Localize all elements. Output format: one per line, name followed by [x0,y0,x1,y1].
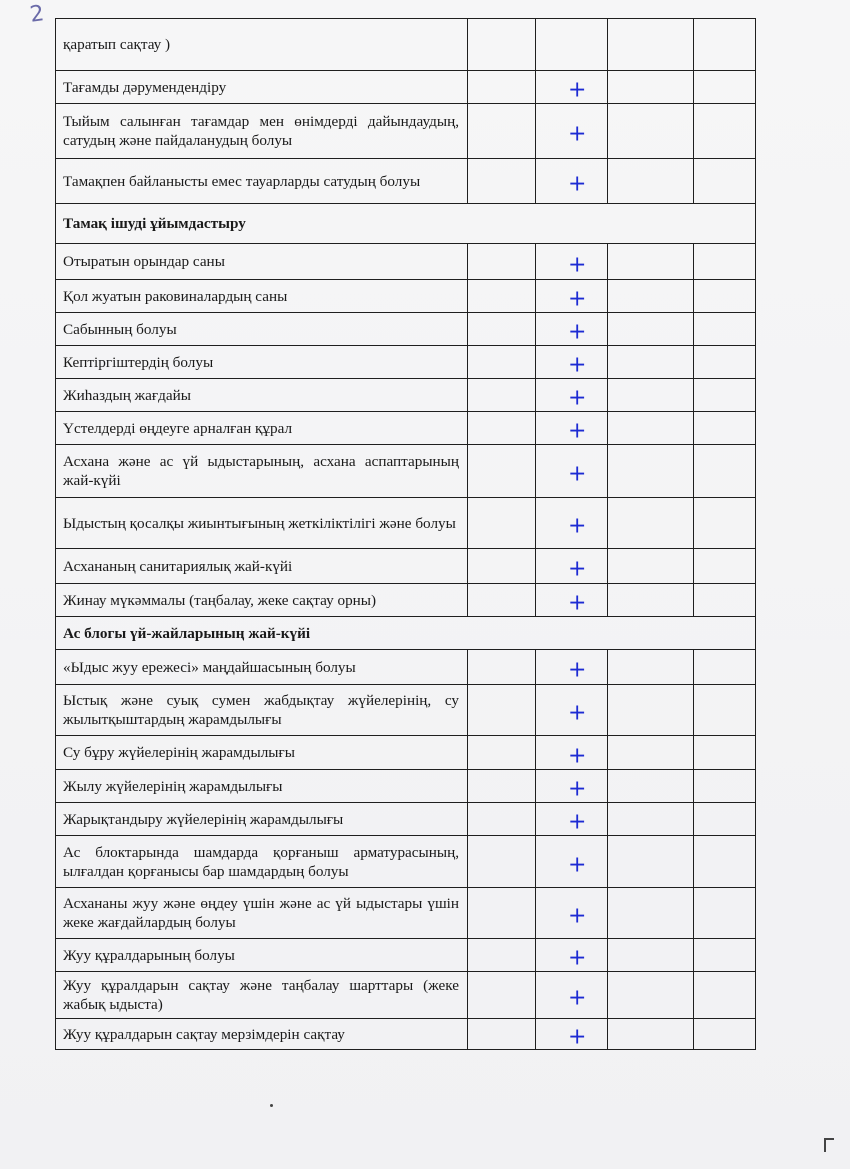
criterion-label: Ас блоктарында шамдарда қорғаныш арматурасының, ылғалдан қорғанысы бар шамдардың болуы [56,836,468,888]
mark-cell-compliant [536,888,608,939]
mark-cell [468,736,536,770]
mark-cell-compliant [536,1019,608,1050]
mark-cell [608,770,694,803]
mark-cell [694,19,756,71]
criterion-label: Асхананы жуу және өңдеу үшін және ас үй ыдыстары үшін жеке жағдайлардың болуы [56,888,468,939]
mark-cell [468,280,536,313]
criterion-label: Сабынның болуы [56,313,468,346]
mark-cell [468,244,536,280]
mark-cell [608,71,694,104]
criterion-label: Жуу құралдарын сақтау және таңбалау шарттары (жеке жабық ыдыста) [56,972,468,1019]
mark-cell [608,498,694,549]
handwritten-check-mark: + [568,319,587,345]
handwritten-check-mark: + [568,809,587,835]
table-row [56,736,756,770]
table-row [56,498,756,549]
table-row [56,584,756,617]
mark-cell [694,939,756,972]
checklist-table [55,18,756,1050]
mark-cell-compliant [536,412,608,445]
mark-cell [694,584,756,617]
criterion-label: Тыйым салынған тағамдар мен өнімдерді дайындаудың, сатудың және пайдаланудың болуы [56,104,468,159]
mark-cell [468,584,536,617]
criterion-label: Ыстық және суық сумен жабдықтау жүйелерінің, су жылытқыштардың жарамдылығы [56,685,468,736]
corner-fold-mark [824,1138,834,1152]
table-row [56,685,756,736]
mark-cell [608,836,694,888]
handwritten-check-mark: + [568,743,587,769]
mark-cell [468,685,536,736]
mark-cell [608,650,694,685]
mark-cell [694,803,756,836]
mark-cell [468,770,536,803]
mark-cell-compliant [536,803,608,836]
section-title: Ас блогы үй-жайларының жай-күйі [56,617,756,650]
mark-cell [694,972,756,1019]
mark-cell [608,280,694,313]
mark-cell [468,803,536,836]
mark-cell [694,104,756,159]
mark-cell [694,159,756,204]
mark-cell [468,445,536,498]
criterion-label: Тағамды дәрумендендіру [56,71,468,104]
criterion-label: Отыратын орындар саны [56,244,468,280]
mark-cell [694,650,756,685]
criterion-label: Қол жуатын раковиналардың саны [56,280,468,313]
mark-cell [608,685,694,736]
mark-cell [694,379,756,412]
mark-cell-compliant [536,549,608,584]
handwritten-check-mark: + [568,461,587,487]
mark-cell [468,379,536,412]
section-row [56,617,756,650]
table-row [56,104,756,159]
table-row [56,836,756,888]
mark-cell [694,685,756,736]
mark-cell [468,836,536,888]
mark-cell [694,71,756,104]
mark-cell [694,412,756,445]
handwritten-check-mark: + [568,590,587,616]
mark-cell [608,379,694,412]
table-row [56,379,756,412]
mark-cell [468,650,536,685]
mark-cell [694,244,756,280]
handwritten-check-mark: + [568,385,587,411]
mark-cell [468,159,536,204]
mark-cell [608,19,694,71]
mark-cell [608,803,694,836]
mark-cell [468,888,536,939]
table-row [56,888,756,939]
section-row [56,204,756,244]
mark-cell [694,836,756,888]
mark-cell [608,1019,694,1050]
mark-cell-compliant [536,836,608,888]
mark-cell [468,104,536,159]
mark-cell [608,244,694,280]
handwritten-check-mark: + [568,1024,587,1050]
handwritten-check-mark: + [568,352,587,378]
mark-cell-compliant [536,972,608,1019]
handwritten-check-mark: + [568,121,587,147]
mark-cell [608,313,694,346]
criterion-label: Үстелдерді өңдеуге арналған құрал [56,412,468,445]
mark-cell [694,346,756,379]
mark-cell [468,346,536,379]
table-row [56,972,756,1019]
mark-cell-compliant [536,498,608,549]
mark-cell [468,412,536,445]
mark-cell [468,549,536,584]
mark-cell [694,770,756,803]
handwritten-check-mark: + [568,77,587,103]
mark-cell [608,549,694,584]
table-row [56,244,756,280]
mark-cell-compliant [536,313,608,346]
mark-cell [694,888,756,939]
criterion-label: Жуу құралдарын сақтау мерзімдерін сақтау [56,1019,468,1050]
criterion-label: Жинау мүкәммалы (таңбалау, жеке сақтау орны) [56,584,468,617]
criterion-label: қаратып сақтау ) [56,19,468,71]
handwritten-check-mark: + [568,657,587,683]
mark-cell-compliant [536,19,608,71]
mark-cell [694,313,756,346]
table-row [56,939,756,972]
mark-cell [468,19,536,71]
table-row [56,770,756,803]
mark-cell [468,71,536,104]
handwritten-check-mark: + [568,418,587,444]
section-title: Тамақ ішуді ұйымдастыру [56,204,756,244]
table-row [56,71,756,104]
mark-cell-compliant [536,280,608,313]
mark-cell-compliant [536,159,608,204]
handwritten-page-number: 2 [28,1,46,28]
mark-cell [608,445,694,498]
table-row [56,1019,756,1050]
handwritten-check-mark: + [568,252,587,278]
mark-cell [608,346,694,379]
mark-cell-compliant [536,71,608,104]
mark-cell [608,412,694,445]
table-row [56,445,756,498]
mark-cell [608,104,694,159]
mark-cell [694,445,756,498]
criterion-label: Су бұру жүйелерінің жарамдылығы [56,736,468,770]
mark-cell [608,888,694,939]
mark-cell-compliant [536,685,608,736]
stray-dot [270,1104,273,1107]
criterion-label: Тамақпен байланысты емес тауарларды сатудың болуы [56,159,468,204]
criterion-label: Жиһаздың жағдайы [56,379,468,412]
mark-cell-compliant [536,244,608,280]
mark-cell [468,939,536,972]
mark-cell-compliant [536,650,608,685]
handwritten-check-mark: + [568,171,587,197]
handwritten-check-mark: + [568,513,587,539]
mark-cell-compliant [536,346,608,379]
table-row [56,412,756,445]
mark-cell-compliant [536,939,608,972]
table-row [56,313,756,346]
mark-cell [694,549,756,584]
mark-cell [608,939,694,972]
handwritten-check-mark: + [568,700,587,726]
mark-cell-compliant [536,104,608,159]
criterion-label: Асхананың санитариялық жай-күйі [56,549,468,584]
mark-cell [468,1019,536,1050]
handwritten-check-mark: + [568,556,587,582]
handwritten-check-mark: + [568,985,587,1011]
criterion-label: Асхана және ас үй ыдыстарының, асхана аспаптарының жай-күйі [56,445,468,498]
table-row [56,650,756,685]
mark-cell [468,972,536,1019]
criterion-label: Ыдыстың қосалқы жиынтығының жеткіліктілігі және болуы [56,498,468,549]
criterion-label: Кептіргіштердің болуы [56,346,468,379]
criterion-label: Жуу құралдарының болуы [56,939,468,972]
mark-cell [608,736,694,770]
mark-cell [468,313,536,346]
table-row [56,549,756,584]
mark-cell [608,972,694,1019]
mark-cell [694,736,756,770]
criterion-label: Жылу жүйелерінің жарамдылығы [56,770,468,803]
mark-cell-compliant [536,584,608,617]
table-row [56,803,756,836]
criterion-label: Жарықтандыру жүйелерінің жарамдылығы [56,803,468,836]
mark-cell-compliant [536,770,608,803]
mark-cell-compliant [536,445,608,498]
mark-cell-compliant [536,736,608,770]
mark-cell [608,584,694,617]
handwritten-check-mark: + [568,945,587,971]
handwritten-check-mark: + [568,852,587,878]
table-row [56,159,756,204]
criterion-label: «Ыдыс жуу ережесі» маңдайшасының болуы [56,650,468,685]
mark-cell [468,498,536,549]
mark-cell [694,498,756,549]
table-row [56,280,756,313]
handwritten-check-mark: + [568,776,587,802]
handwritten-check-mark: + [568,903,587,929]
mark-cell [608,159,694,204]
mark-cell [694,280,756,313]
table-row [56,346,756,379]
mark-cell-compliant [536,379,608,412]
handwritten-check-mark: + [568,286,587,312]
table-row [56,19,756,71]
mark-cell [694,1019,756,1050]
